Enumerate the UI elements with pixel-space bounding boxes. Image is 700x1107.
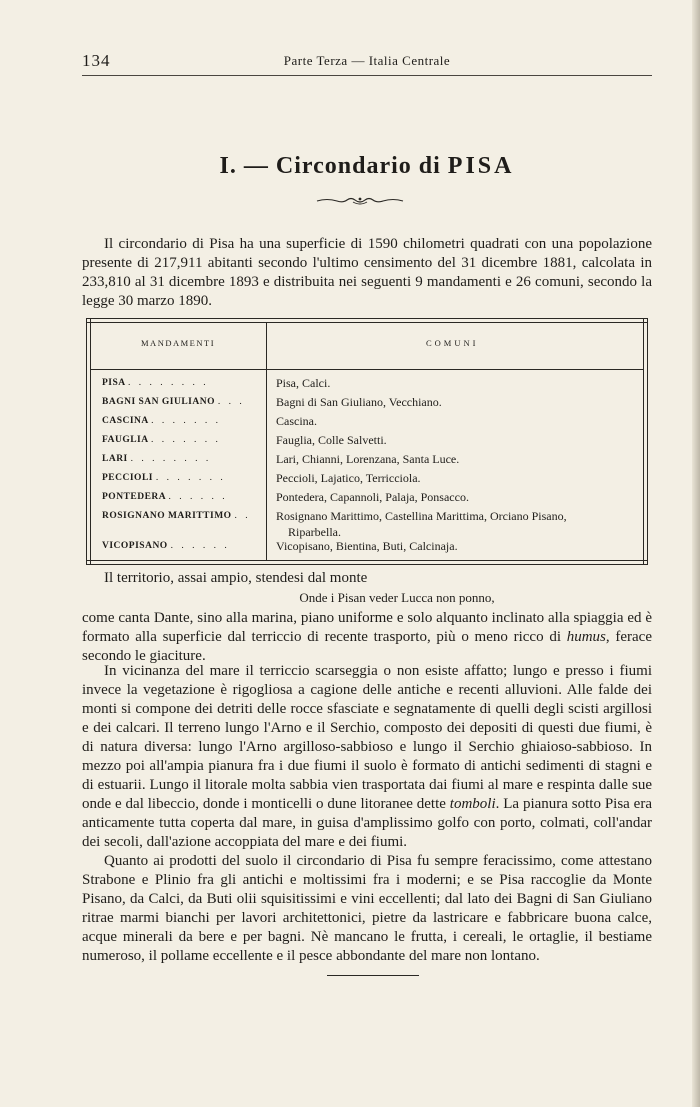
territory-paragraph: Il territorio, assai ampio, stendesi dal monte	[104, 570, 368, 586]
humus-term: humus	[566, 629, 606, 645]
page-edge	[692, 0, 700, 1107]
intro-paragraph: Il circondario di Pisa ha una superficie di 1590 chilometri quadrati con una popolazione presente di 217,911 abitanti secondo l'ultimo censimento del 31 dicembre 1881, calcolata in 233,810 al 31 dicembre 1893 e distribuita nei seguenti 9 mandamenti e 26 comuni, secondo la legge 30 marzo 1890.	[82, 236, 652, 309]
section-end-rule	[327, 975, 419, 976]
mandamenti-table	[86, 318, 648, 564]
mandamento-cell: PONTEDERA . . . . . .	[102, 492, 228, 502]
page-number: 134	[82, 51, 111, 70]
soil-paragraph: come canta Dante, sino alla marina, piano uniforme e solo alquanto inclinato alla spiaggia ed è formato alla superficie dal terriccio di recente trasporto, più o meno ricco di humus, ferace secondo le giaciture.	[82, 610, 652, 664]
title-prefix: I. — Circondario di	[219, 153, 448, 179]
mandamento-cell: LARI . . . . . . . .	[102, 454, 212, 464]
header-comuni: COMUNI	[426, 338, 479, 348]
products-paragraph: Quanto ai prodotti del suolo il circondario di Pisa fu sempre feracissimo, come attestano Strabone e Plinio fra gli antichi e moltissimi fra i moderni; e se Pisa raccoglie da Monte Pisano, da Calci, da Buti olii squisitissimi e vini eccellenti; dal lato dei Bagni di San Giuliano ritrae marmi bianchi per lavori architettonici, pietre da lastricare e fabbricare buona calce, acque minerali da bere e per bagni. Nè mancano le frutta, i cereali, le ortaglie, il bestiame numeroso, il pollame eccellente e il pesce abbondante del mare non lontano.	[82, 853, 652, 964]
comuni-cell: Bagni di San Giuliano, Vecchiano.	[276, 395, 442, 409]
comuni-cell: Peccioli, Lajatico, Terricciola.	[276, 471, 421, 485]
table-top-border	[86, 318, 648, 323]
comuni-cell: Rosignano Marittimo, Castellina Marittima, Orciano Pisano,	[276, 509, 567, 523]
chapter-title	[82, 153, 652, 180]
comuni-cell: Cascina.	[276, 414, 317, 428]
tomboli-term: tomboli	[449, 796, 496, 812]
mandamento-cell: PISA . . . . . . . .	[102, 378, 209, 388]
header-mandamenti: MANDAMENTI	[141, 338, 216, 348]
mandamento-cell: PECCIOLI . . . . . . .	[102, 473, 226, 483]
comuni-cell: Vicopisano, Bientina, Buti, Calcinaja.	[276, 539, 458, 553]
mandamento-cell: FAUGLIA . . . . . . .	[102, 435, 221, 445]
dante-quote: Onde i Pisan veder Lucca non ponno,	[299, 590, 495, 605]
header-rule	[82, 75, 652, 76]
page-header	[82, 51, 652, 71]
comuni-cell: Fauglia, Colle Salvetti.	[276, 433, 387, 447]
table-column-divider	[266, 322, 267, 560]
table-left-border	[86, 318, 91, 564]
mandamento-cell: BAGNI SAN GIULIANO . . .	[102, 397, 245, 407]
table-bottom-border	[86, 560, 648, 565]
comuni-cell: Lari, Chianni, Lorenzana, Santa Luce.	[276, 452, 460, 466]
comuni-cell: Pontedera, Capannoli, Palaja, Ponsacco.	[276, 490, 469, 504]
comuni-cell-continued: Riparbella.	[288, 525, 341, 539]
vicinity-paragraph: In vicinanza del mare il terriccio scarseggia o non esiste affatto; lungo e presso i fiumi invece la vegetazione è rigogliosa a cagione delle antiche e recenti alluvioni. Alle falde dei monti si compone dei detriti delle rocce sfasciate e segnatamente di quelli degli scisti argillosi e dei calcari. Il terreno lungo l'Arno e il Serchio, composto dei depositi di questi due fiumi, è di natura diversa: lungo l'Arno argilloso-sabbioso e lungo il Serchio ghiaioso-sabbioso. In mezzo poi all'ampia pianura fra i due fiumi il suolo è formato di antichi sedimenti di stagni e di estuarii. Lungo il litorale molta sabbia vien trasportata dai fiumi al mare e respinta dalle sue onde e dal libeccio, donde i monticelli o dune litoranee dette tomboli. La pianura sotto Pisa era anticamente tutta coperta dal mare, in guisa d'amplissimo golfo con porto, colmati, coll'andar dei secoli, dall'azione accoppiata del mare e dei fiumi.	[82, 663, 652, 850]
title-name: PISA	[447, 153, 515, 179]
comuni-cell: Pisa, Calci.	[276, 376, 331, 390]
title-ornament-icon	[315, 194, 405, 208]
mandamento-cell: CASCINA . . . . . . .	[102, 416, 222, 426]
table-header-rule	[90, 369, 644, 370]
table-right-border	[643, 318, 648, 564]
running-title: Parte Terza — Italia Centrale	[283, 53, 451, 68]
mandamento-cell: ROSIGNANO MARITTIMO . .	[102, 511, 251, 521]
mandamento-cell: VICOPISANO . . . . . .	[102, 541, 230, 551]
